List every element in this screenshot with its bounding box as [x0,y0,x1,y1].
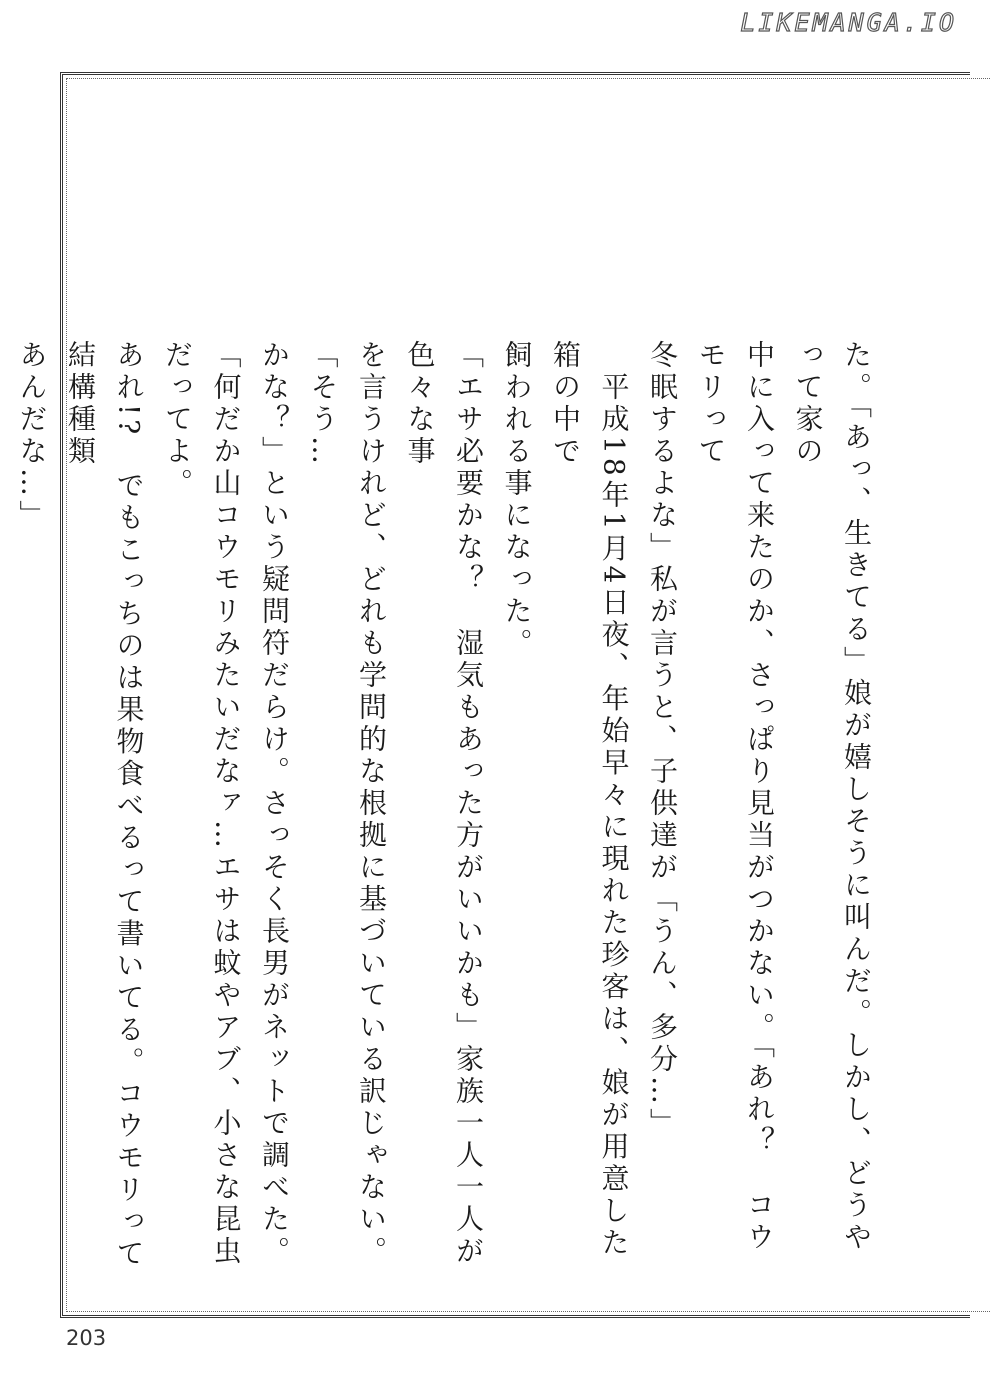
text-column: を言うけれど、どれも学問的な根拠に基づいている訳じゃない。「そう… [306,340,388,1268]
text-column: 飼われる事になった。 [500,340,534,660]
text-column: 冬眠するよな」私が言うと、子供達が「うん、多分…」 [646,340,679,1140]
text-column: あんだな…」 [15,340,49,532]
page-number: 203 [66,1326,107,1350]
text-column: 「何だか山コウモリみたいだなァ…エサは蚊やアブ、小さな昆虫だってよ。 [161,340,243,1268]
text-column [0,340,7,1280]
text-column: 中に入って来たのか、さっぱり見当がつかない。「あれ？ コウモリって [694,340,776,1254]
text-column: た。「あっ、生きてる」娘が嬉しそうに叫んだ。しかし、どうやって家の [791,340,873,1254]
vertical-text-body [15,340,880,1280]
site-watermark: LIKEMANGA.IO [740,8,957,37]
text-column: あれ!? でもこっちのは果物食べるって書いてる。コウモリって結構種類 [64,340,146,1271]
text-column: 平成18年1月4日夜、年始早々に現れた珍客は、娘が用意した箱の中で [549,340,631,1260]
text-column: 「エサ必要かな？ 湿気もあった方がいいかも」家族一人一人が色々な事 [403,340,485,1268]
text-column: かな？」という疑問符だらけ。さっそく長男がネットで調べた。 [258,340,291,1268]
